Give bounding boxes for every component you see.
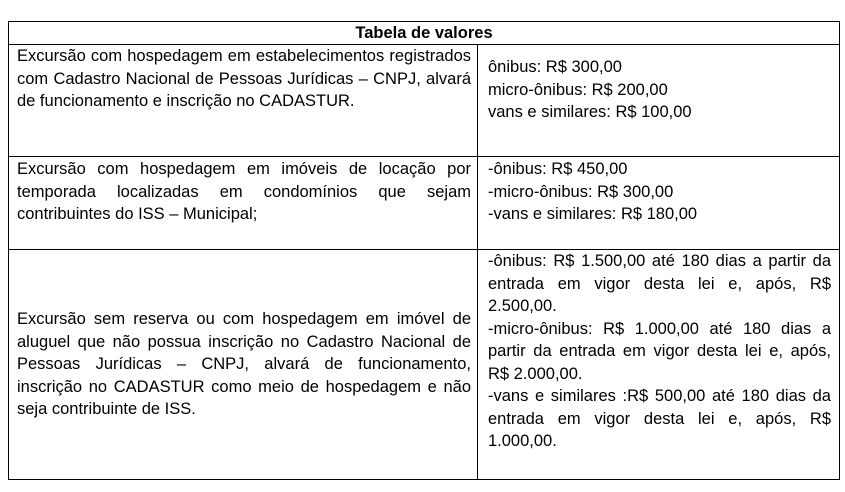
table-row	[9, 250, 839, 479]
value-micro-onibus: -micro-ônibus: R$ 1.000,00 até 180 dias a partir da entrada em vigor desta lei e, após, R$ 2.000,00.	[488, 319, 831, 383]
value-micro-onibus: -micro-ônibus: R$ 300,00	[488, 182, 674, 201]
value-micro-onibus: micro-ônibus: R$ 200,00	[488, 80, 668, 99]
value-vans: vans e similares: R$ 100,00	[488, 103, 692, 121]
table-row	[9, 44, 839, 157]
value-vans: -vans e similares :R$ 500,00 até 180 dias da entrada em vigor desta lei e, após, R$ 1.000,00.	[488, 387, 831, 450]
values-table	[8, 21, 840, 480]
table-title: Tabela de valores	[9, 22, 839, 45]
row-description-text: Excursão sem reserva ou com hospedagem em imóvel de aluguel que não possua inscrição no Cadastro Nacional de Pessoas Jurídicas – CNPJ, alvará de funcionamento, inscrição no CADASTUR como meio de hospedagem e não seja contribuinte de ISS.	[17, 310, 471, 419]
table-row	[9, 157, 839, 250]
value-onibus: ônibus: R$ 300,00	[488, 58, 622, 76]
row-description: Excursão com hospedagem em imóveis de locação por temporada localizadas em condomínios que sejam contribuintes do ISS – Municipal;	[9, 157, 478, 249]
row-description	[9, 250, 478, 479]
row-values	[478, 44, 839, 156]
value-onibus: -ônibus: R$ 450,00	[488, 160, 628, 178]
row-values	[478, 250, 839, 479]
row-description: Excursão com hospedagem em estabelecimentos registrados com Cadastro Nacional de Pessoas Jurídicas – CNPJ, alvará de funcionamento e inscrição no CADASTUR.	[9, 44, 478, 156]
value-onibus: -ônibus: R$ 1.500,00 até 180 dias a partir da entrada em vigor desta lei e, após, R$ 2.500,00.	[488, 252, 831, 315]
row-values	[478, 157, 839, 249]
value-vans: -vans e similares: R$ 180,00	[488, 205, 698, 223]
